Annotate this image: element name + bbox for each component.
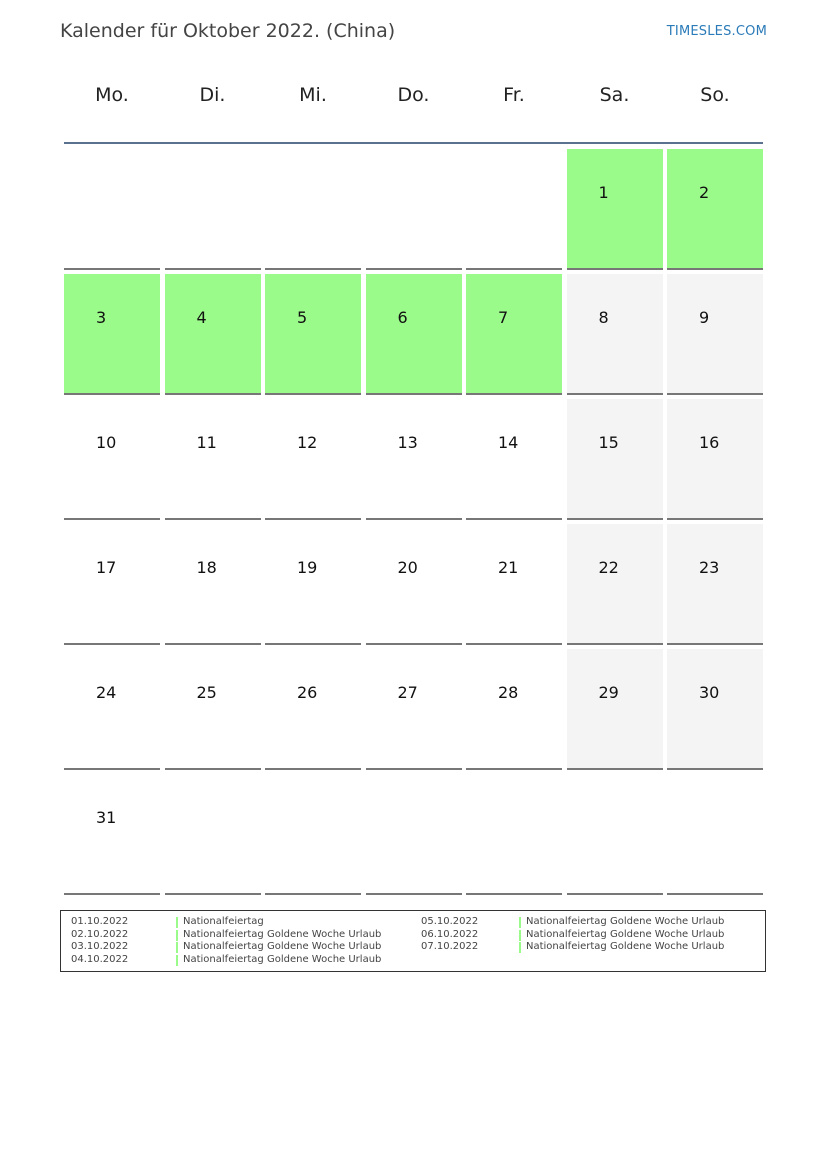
legend-date: 05.10.2022 [421, 916, 479, 927]
day-number: 18 [196, 558, 217, 577]
legend-row [421, 916, 761, 929]
legend-row [71, 941, 411, 954]
legend-date: 06.10.2022 [421, 928, 479, 940]
day-number: 25 [196, 683, 217, 702]
calendar-grid [64, 149, 763, 895]
day-cell[interactable] [667, 149, 763, 270]
legend-date: 03.10.2022 [71, 941, 129, 953]
legend-row [421, 929, 761, 942]
legend-row [71, 929, 411, 942]
legend-date: 04.10.2022 [71, 953, 129, 965]
day-number: 24 [96, 683, 117, 702]
day-cell[interactable] [366, 399, 462, 520]
empty-day-cell [667, 774, 763, 895]
day-number: 17 [96, 558, 117, 577]
legend-holiday-name: Nationalfeiertag Goldene Woche Urlaub [183, 941, 382, 953]
day-cell[interactable] [466, 399, 562, 520]
empty-day-cell [567, 774, 663, 895]
day-cell[interactable] [466, 524, 562, 645]
day-cell[interactable] [366, 524, 462, 645]
legend-holiday-name: Nationalfeiertag Goldene Woche Urlaub [183, 953, 382, 965]
holiday-legend [60, 910, 766, 972]
day-cell[interactable] [265, 649, 361, 770]
weekday-header [64, 84, 763, 124]
legend-row [421, 941, 761, 954]
day-cell[interactable] [165, 649, 261, 770]
weekday-di: Di. [199, 84, 226, 106]
holiday-marker [176, 930, 178, 941]
legend-date: 07.10.2022 [421, 941, 479, 953]
empty-day-cell [466, 149, 562, 270]
legend-row [71, 916, 411, 929]
day-number: 8 [598, 308, 609, 327]
day-number: 5 [297, 308, 308, 327]
legend-holiday-name: Nationalfeiertag Goldene Woche Urlaub [183, 928, 382, 940]
holiday-marker [176, 942, 178, 953]
day-number: 31 [96, 808, 117, 827]
legend-holiday-name: Nationalfeiertag Goldene Woche Urlaub [526, 928, 725, 940]
day-cell[interactable] [64, 649, 160, 770]
day-number: 16 [699, 433, 720, 452]
legend-holiday-name: Nationalfeiertag Goldene Woche Urlaub [526, 916, 725, 927]
day-number: 29 [598, 683, 619, 702]
day-number: 2 [699, 183, 710, 202]
day-number: 23 [699, 558, 720, 577]
day-number: 7 [498, 308, 509, 327]
day-cell[interactable] [466, 649, 562, 770]
legend-date: 02.10.2022 [71, 928, 129, 940]
day-number: 30 [699, 683, 720, 702]
day-number: 6 [397, 308, 408, 327]
legend-column-right [421, 916, 761, 954]
day-number: 1 [598, 183, 609, 202]
legend-column-left [71, 916, 411, 966]
day-cell[interactable] [265, 524, 361, 645]
day-number: 21 [498, 558, 519, 577]
day-cell[interactable] [567, 649, 663, 770]
holiday-marker [519, 930, 521, 941]
weekday-mi: Mi. [299, 84, 327, 106]
legend-holiday-name: Nationalfeiertag Goldene Woche Urlaub [526, 941, 725, 953]
day-cell[interactable] [466, 274, 562, 395]
header-divider [64, 142, 763, 144]
day-cell[interactable] [265, 274, 361, 395]
weekday-mo: Mo. [95, 84, 129, 106]
day-number: 28 [498, 683, 519, 702]
day-number: 9 [699, 308, 710, 327]
day-number: 22 [598, 558, 619, 577]
day-cell[interactable] [567, 274, 663, 395]
legend-row [71, 954, 411, 967]
empty-day-cell [265, 149, 361, 270]
day-number: 3 [96, 308, 107, 327]
day-cell[interactable] [667, 274, 763, 395]
legend-holiday-name: Nationalfeiertag [183, 916, 264, 927]
holiday-marker [176, 917, 178, 928]
weekday-so: So. [700, 84, 730, 106]
day-number: 11 [196, 433, 217, 452]
day-cell[interactable] [667, 524, 763, 645]
empty-day-cell [265, 774, 361, 895]
day-cell[interactable] [165, 274, 261, 395]
day-cell[interactable] [64, 524, 160, 645]
empty-day-cell [165, 774, 261, 895]
day-number: 10 [96, 433, 117, 452]
day-cell[interactable] [165, 399, 261, 520]
day-cell[interactable] [64, 774, 160, 895]
weekday-sa: Sa. [599, 84, 630, 106]
page-title: Kalender für Oktober 2022. (China) [60, 20, 396, 42]
day-number: 15 [598, 433, 619, 452]
day-number: 4 [196, 308, 207, 327]
day-cell[interactable] [64, 274, 160, 395]
empty-day-cell [366, 149, 462, 270]
holiday-marker [519, 917, 521, 928]
empty-day-cell [366, 774, 462, 895]
day-number: 19 [297, 558, 318, 577]
day-cell[interactable] [567, 524, 663, 645]
day-cell[interactable] [366, 274, 462, 395]
day-cell[interactable] [64, 399, 160, 520]
day-number: 12 [297, 433, 318, 452]
day-cell[interactable] [567, 149, 663, 270]
day-cell[interactable] [667, 649, 763, 770]
holiday-marker [176, 955, 178, 966]
holiday-marker [519, 942, 521, 953]
day-number: 27 [397, 683, 418, 702]
brand-link[interactable]: TIMESLES.COM [666, 24, 767, 39]
empty-day-cell [165, 149, 261, 270]
weekday-do: Do. [397, 84, 430, 106]
legend-date: 01.10.2022 [71, 916, 129, 927]
day-number: 13 [397, 433, 418, 452]
day-number: 26 [297, 683, 318, 702]
empty-day-cell [466, 774, 562, 895]
day-number: 14 [498, 433, 519, 452]
weekday-fr: Fr. [503, 84, 525, 106]
day-cell[interactable] [567, 399, 663, 520]
day-number: 20 [397, 558, 418, 577]
empty-day-cell [64, 149, 160, 270]
day-cell[interactable] [366, 649, 462, 770]
day-cell[interactable] [265, 399, 361, 520]
day-cell[interactable] [667, 399, 763, 520]
day-cell[interactable] [165, 524, 261, 645]
